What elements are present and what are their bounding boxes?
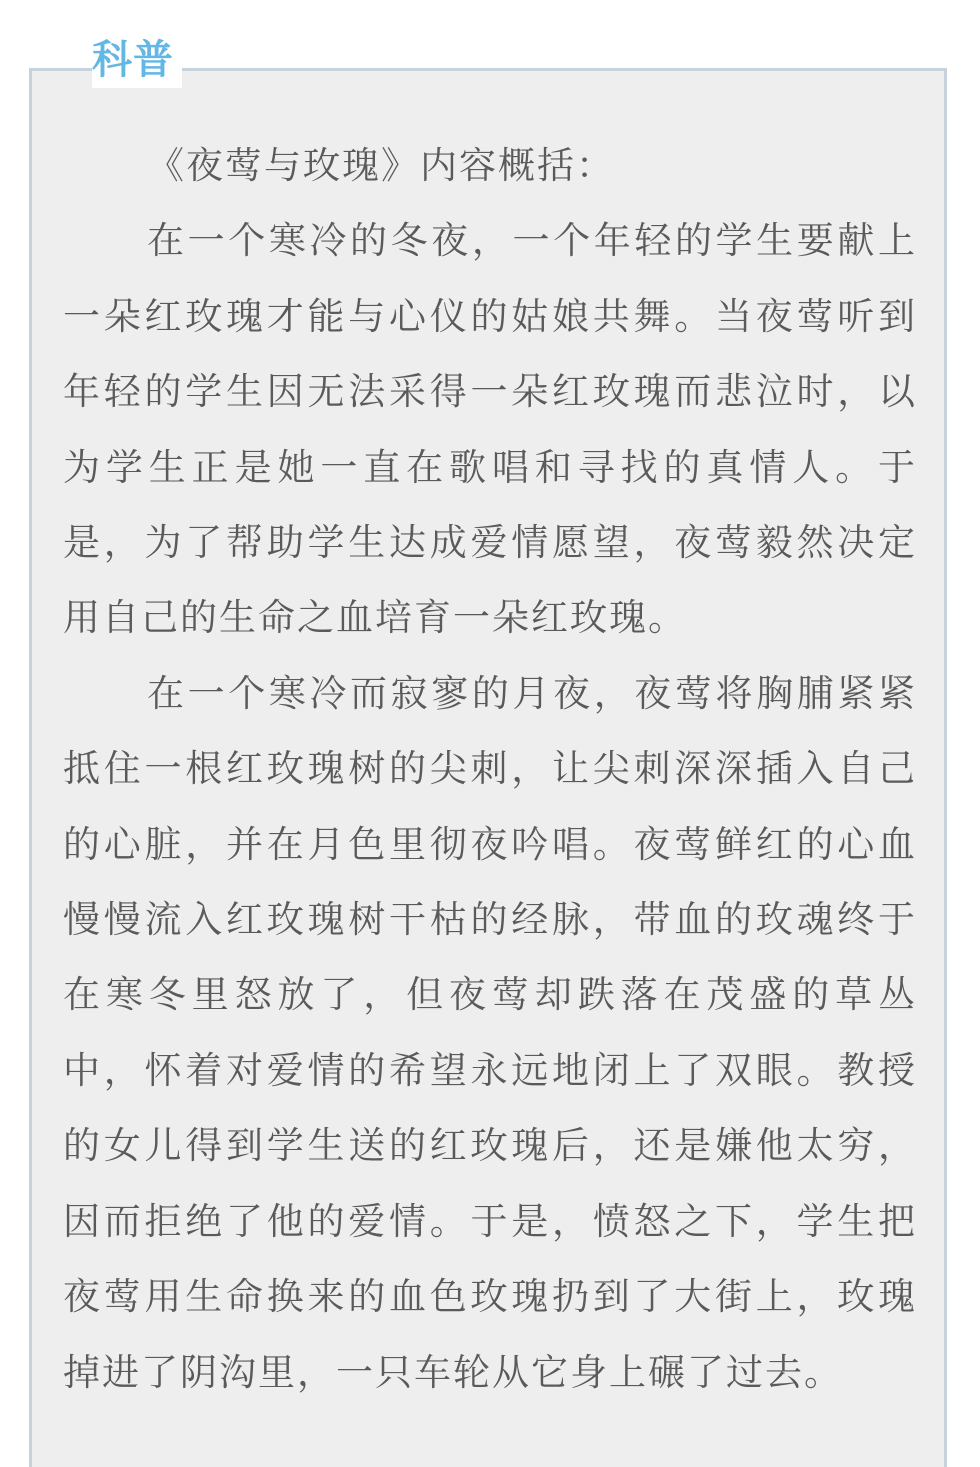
article-paragraph: 在一个寒冷的冬夜，一个年轻的学生要献上一朵红玫瑰才能与心仪的姑娘共舞。当夜莺听到年轻的学生因无法采得一朵红玫瑰而悲泣时，以为学生正是她一直在歌唱和寻找的真情人。于是，为了帮助学生达成爱情愿望，夜莺毅然决定用自己的生命之血培育一朵红玫瑰。 [63, 219, 917, 640]
article-body [63, 128, 917, 1410]
article-paragraph: 在一个寒冷而寂寥的月夜，夜莺将胸脯紧紧抵住一根红玫瑰树的尖刺，让尖刺深深插入自己的心脏，并在月色里彻夜吟唱。夜莺鲜红的心血慢慢流入红玫瑰树干枯的经脉，带血的玫魂终于在寒冬里怒放了，但夜莺却跌落在茂盛的草丛中，怀着对爱情的希望永远地闭上了双眼。教授的女儿得到学生送的红玫瑰后，还是嫌他太穷，因而拒绝了他的爱情。于是，愤怒之下，学生把夜莺用生命换来的血色玫瑰扔到了大街上，玫瑰掉进了阴沟里，一只车轮从它身上碾了过去。 [63, 671, 917, 1394]
article-heading: 《夜莺与玫瑰》内容概括： [147, 144, 615, 187]
section-label: 科普 [92, 32, 182, 88]
